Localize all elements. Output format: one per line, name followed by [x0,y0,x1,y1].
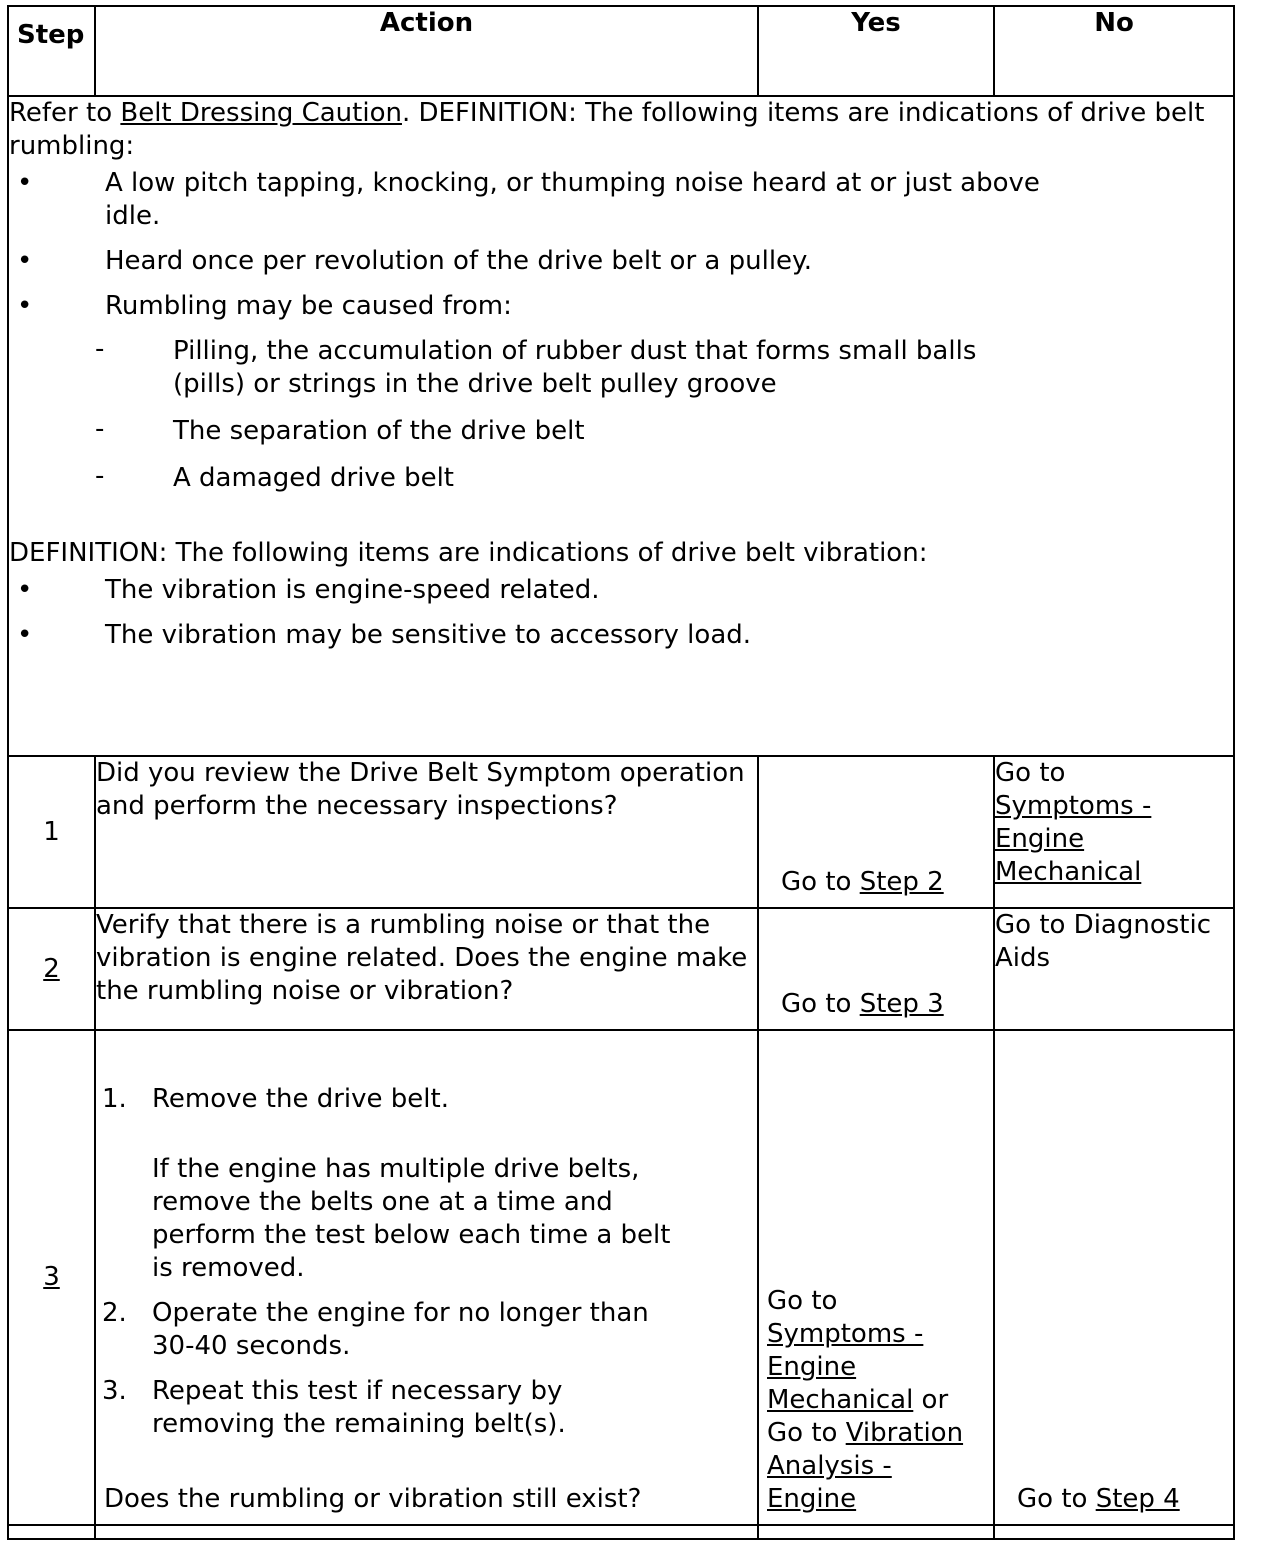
dash-icon: - [95,414,105,444]
substep-text: Operate the engine for no longer than 30-40 seconds. [152,1298,649,1361]
bullet-icon: • [17,291,33,321]
goto-text: Go to [781,989,860,1019]
list-item [9,574,1095,607]
step-question: Does the rumbling or vibration still exist? [104,1484,642,1514]
list-marker: 1. [102,1084,127,1114]
belt-dressing-caution-link[interactable]: Belt Dressing Caution [120,98,402,128]
list-item [9,245,1095,278]
list-item [9,167,1095,233]
list-item-text: The separation of the drive belt [173,416,585,446]
step-yes [758,908,994,1030]
step-row-2 [8,908,1234,1030]
list-item-text: The vibration is engine-speed related. [105,575,600,605]
list-item [9,335,1053,401]
step-number: 1 [8,756,95,908]
intro-row [8,96,1234,756]
step-row-1 [8,756,1234,908]
list-item [9,415,1053,448]
step-number-link[interactable] [8,1030,95,1525]
step-number-text[interactable]: 2 [43,953,60,984]
substep-text: Remove the drive belt. [152,1084,449,1114]
step-action: Verify that there is a rumbling noise or that the vibration is engine related. Does the engine make the rumbling noise or vibration? [95,908,758,1030]
list-item-text: The vibration may be sensitive to accessory load. [105,620,752,650]
step-no [994,756,1234,908]
intro-text-suffix: . DEFINITION: The following items are indications of drive belt rumbling: [9,98,1205,161]
causes-list [95,334,1095,495]
list-item-text: Pilling, the accumulation of rubber dust that forms small balls (pills) or strings in the drive belt pulley groove [173,336,977,399]
step-action [95,1030,758,1525]
bullet-icon: • [17,620,33,650]
step-yes [758,1030,994,1525]
goto-text: Go to [995,758,1066,788]
bullet-icon: • [17,246,33,276]
step-3-link[interactable]: Step 3 [859,989,944,1019]
step-no [994,1030,1234,1525]
symptoms-engine-mechanical-link[interactable]: Symptoms - Engine Mechanical [995,791,1152,887]
symptoms-engine-mechanical-link[interactable]: Symptoms - Engine Mechanical [767,1319,924,1415]
intro-cell [8,96,1234,756]
vibration-list [9,574,1233,652]
header-action: Action [95,6,758,96]
list-item [96,1083,672,1285]
step-no: Go to Diagnostic Aids [994,908,1234,1030]
vibration-analysis-engine-link[interactable]: Vibration Analysis - Engine [767,1418,964,1514]
goto-text: or Go to [767,1385,949,1448]
dash-icon: - [95,334,105,364]
list-item [9,290,1095,495]
goto-text: Go to [767,1286,838,1316]
bullet-icon: • [17,168,33,198]
list-item [96,1375,672,1441]
header-row [8,6,1234,96]
list-item-text: Heard once per revolution of the drive belt or a pulley. [105,246,812,276]
list-item [96,1297,672,1363]
vibration-definition: DEFINITION: The following items are indications of drive belt vibration: [9,538,928,568]
goto-text: Go to [781,867,860,897]
list-item-text: A damaged drive belt [173,463,454,493]
step-4-link[interactable]: Step 4 [1095,1484,1180,1514]
step-2-link[interactable]: Step 2 [859,867,944,897]
step-yes [758,756,994,908]
list-item [9,462,1053,495]
bullet-icon: • [17,575,33,605]
next-row-partial [8,1525,1234,1539]
rumbling-list [9,167,1233,495]
substep-list [96,1083,757,1441]
dash-icon: - [95,461,105,491]
intro-paragraph [9,97,1233,163]
step-action: Did you review the Drive Belt Symptom operation and perform the necessary inspections? [95,756,758,908]
list-item [9,619,1095,652]
step-number-link[interactable] [8,908,95,1030]
list-item-text: Rumbling may be caused from: [105,291,512,321]
goto-text: Go to [1017,1484,1096,1514]
header-yes: Yes [758,6,994,96]
substep-text: Repeat this test if necessary by removing the remaining belt(s). [152,1376,566,1439]
list-item-text: A low pitch tapping, knocking, or thumping noise heard at or just above idle. [105,168,1040,231]
header-no: No [994,6,1234,96]
step-row-3 [8,1030,1234,1525]
diagnostic-table [7,5,1235,1540]
header-step: Step [8,6,95,96]
substep-note: If the engine has multiple drive belts, remove the belts one at a time and perform the test below each time a belt is removed. [152,1154,671,1283]
step-number-text[interactable]: 3 [43,1262,60,1292]
list-marker: 2. [102,1298,127,1328]
intro-text: Refer to [9,98,121,128]
list-marker: 3. [102,1376,127,1406]
